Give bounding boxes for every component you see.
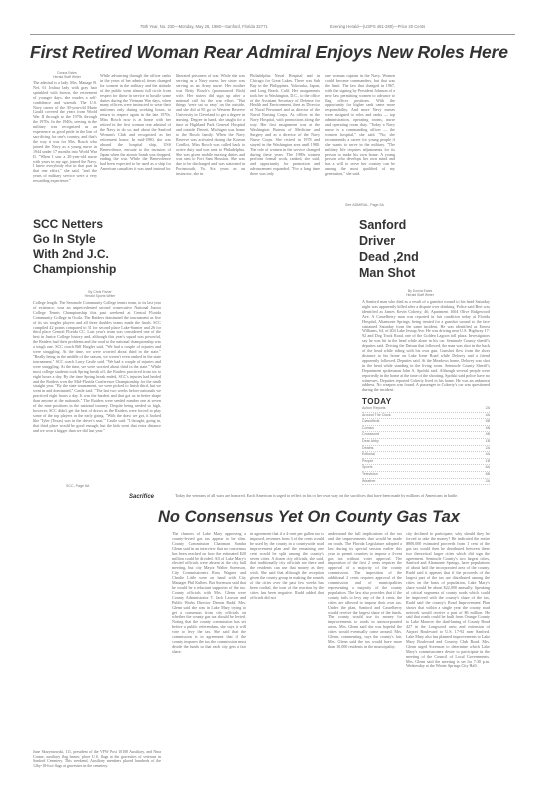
- cemetery-photo: [30, 496, 158, 746]
- gastax-text-4: city declined to participate, why should they be forced to take the money? He indicated the entire $800,000 estimated proceeds from 1 cent of the gas tax would then be distributed between these two theoretical larger cities which did sign the agreement. Seminole County's two largest cities, Sanford and Altamonte Springs, have populations of about half the incorporated area of the county. Rudd said it appears that if the proceeds of the largest part of the tax are distributed among the cities on the basis of population, Lake Mary's share would be about $22,000 annually. Speaking of critical segments of county roads which could be improved with the county's share of the tax, Rudd said the county's Road Improvement Plan shows that within a single year the county road network would receive a part of $6 million. He said that roads could be built from Orange County to Lake Monroe; the dual-laning of County Road 427 in the Longwood area; and extension of Airport Boulevard to U.S. 17-92 near Sanford. Lake Mary also has planned improvements to Lake Mary Boulevard and Country Club Road. Mrs. Glenn urged Sorenson to determine which Lake Mary's commissioners desire to participate in the meeting of the Council of Local Governments. Mrs. Glenn said the meeting is set for 7:30 p.m. Wednesday at the Winter Springs City Hall.: [406, 532, 490, 669]
- sanford-headline-line: Sanford: [359, 218, 407, 232]
- admiral-text-1: The admiral is a lady. Mrs. Manage B. Nef, 61 Joshua lady with gray hair sprinkled with brown, the retirement of younger days, she exudes a self-confidence and warmth. The U.S. Navy career of the 30-year-old Marie Gould covered the years from World War II through to the 1970s through the 1970s. In the 1940s, serving in the military was recognized as an experience as good pride in the line of sacrificing for one's country, and that's the way it was for Mrs. Bosch who joined the Navy as a young nurse in 1944 under 17 months into World War II. "When I saw a 20-year-old nurse with years in my age, joined the Navy. I knew everybody else in that part in that one effort," she said, "and the years of military service were a very rewarding experience.": [33, 81, 97, 184]
- scc-headline-line: With 2nd J.C.: [33, 247, 109, 261]
- today-item[interactable]: Editorial 4A: [362, 452, 490, 459]
- today-index: [362, 397, 490, 485]
- photo-title: Sacrifice: [129, 494, 155, 500]
- photo-intro: Today the veterans of all wars are honored. Each American is urged to reflect in his or her own way on the sacrifices that have been made by millions of Americans in battle.: [175, 494, 459, 498]
- admiral-column-4: [250, 74, 320, 207]
- byline-role: Herald Staff Writer: [406, 293, 434, 297]
- gastax-text-3: understand the full implications of the tax and the improvements that would be made on roads. The Florida Legislature adopted a law during its special session earlier this year to permit counties to impose a 4-cent gas tax without voter approval. The imposition of the first 2 cents requires the approval of a majority of the county commission. The imposition of the additional 2 cents requires approval of the commission and of municipalities representing a majority of the county population. The law also provides that if the county fails to levy any of the 4 cents, the cities are allowed to impose their own tax. Under the plan, Sanford and Casselberry would receive the largest share of the funds. The county would use its money for improvements to roads in unincorporated areas. Mrs. Glenn said she was hopeful the cities would eventually come around. Mrs. Glenn, commenting, says the county's fair, Mrs. Glenn said the tax would have more than 10,000 residents in the municipality.: [328, 532, 402, 649]
- gastax-text-2: in agreement that if a 4-cent per gallon tax is imposed, revenues from 3 of the cents would be used by the county in a countywide road improvement plan and the remaining one cent would be split among the county's seven cities. A dozen city officials, she said, that traditionally city officials are there and the residents can use that money as they wish. She said that although the reception given the county group in making the rounds of the cities over the past few weeks has been cordial, the tone of the reaction by the cities has been negative. Rudd added that officials did not: [250, 532, 324, 600]
- gastax-text-1: The chances of Lake Mary approving a county-levied gas tax appear to be slim. County Commission Chairman Sandra Glenn said in an interview that no consensus has been reached on how the estimated $20 million could be divided. All of Lake Mary's elected officials were absent at the city hall meeting, but city Mayor Walter Sorenson, City Commissioners Russ Wagner and Charlie Little were on hand with City Manager Phil Kulbes. But Sorenson said that he would be a reluctant supporter of the tax. County officials with Mrs. Glenn were County Administrator T. Jack Lawson and Public Works Director Dennis Rudd. Mrs. Glenn said she was in Lake Mary trying to get a consensus from city officials on whether the county gas tax should be levied. Noting that the county commission has set before a public referendum, she says it will vote to levy the tax. She said that the commission is in agreement that if the county imposes the tax the commission must divide the funds so that each city gets a fair share.: [172, 532, 246, 654]
- today-title: TODAY: [362, 397, 392, 406]
- gastax-column-4: [406, 532, 490, 768]
- photo-caption: June Skrzyniowski, 111, president of the VFW Post 10108 Auxiliary, and Nina Crume, auxiliary flag bearer, place U.S. flags at the gravesites of veterans in Sanford Cemetery. This weekend, Auxiliary members placed hundreds of the 12by-18-foot flags at gravesites in the cemetery.: [33, 750, 161, 769]
- headline-rear-admiral: First Retired Woman Rear Admiral Enjoys New Roles Here: [30, 42, 508, 62]
- admiral-column-3: [176, 74, 245, 207]
- headline-sanford: [359, 217, 419, 281]
- scc-column: [33, 301, 161, 483]
- today-item[interactable]: Classifieds 5B: [362, 419, 490, 426]
- sanford-text: A Sanford man who died as a result of a gunshot wound to his head Saturday night was apparently killed after a dispute over drinking. Police said Beri was identified as James Kevin Cokerty, 46, Apartment 1604 Olive Ridgewood Ave. A Casselberry man was reported in fair condition today at Florida Hospital, Altamonte Springs, being treated for a gunshot wound to the face sustained Saturday from the same incident. He was identified as Ernest Williams, 64, of 404 Lake Jessup Ave. He was driving near U.S. Highway 17-92 and Dog Track Road, one of the Golden Lagoon toll plaza. Investigators say he was hit in the head while alone in his car. Seminole County sheriff's deputies said. Driving the Datsun that followed, the man was shot in the back of the head while riding with his own gun. Gunshot flew from the short distance to his home on Lake Irene Road while Delorey and a friend apparently followed. Deputies said. At the Meadows home, Delorey was shot in the head while standing in the living room. Seminole County Sheriff's Department spokesman John A. Spolski said. Although several people were reportedly in the home at the time of the shooting, Spolski said police have no witnesses. Deputies reported Cokerty lived in his home. He was an unknown address. No weapon was found. A passenger in Cokerty's car was questioned during the incident.: [362, 300, 490, 392]
- scc-text: College length. The Seminole Community College tennis team, to its last year of existence, won an unprecedented second consecutive National Junior College Tennis Championship this past weekend at Central Florida Community College in Ocala. The Raiders dominated the tournament as five of its six singles players and all three doubles teams made the finals. SCC compiled 42 points compared to 31 for second place Lake-Sumter and 26 for third place Central Florida CC. Last year's team was considered one of the best in Junior College history and, although this year's squad was powerful, the Raiders had their problems and the road to the national championship was a tough one. SCC coach Bill Haigler said, "We had a couple of injuries and were struggling. At the time, we were worried about third in the state." "Really being in the middle of the season, we weren't even ranked in the state tournament," SCC coach Larry Castle said. "We had a couple of injuries and were struggling. At the time, we were worried about third in the state." While most college students took Spring break off, the Raiders practiced from six to eight hours a day. By the time Spring break ended, SCC's injuries had healed and the Raiders won the Mid-Florida Conference Championship for the ninth straight year. "By the state tournament, we were picked to finish third, but we went in and dominated," Castle said. "The last two weeks before nationals we practiced eight hours a day. It was the hardest and that got us in better shape than anyone at the nationals." The Raiders were seeded number one at seven of the nine positions in the national tourney. Despite being seeded so high, however, SCC didn't get the best of draws as the Raiders were forced to play some of the top players in the early going. "With the draw we got, it looked like 'Tyler (Texas) was in the driver's seat,'" Castle said. "I thought, going in, that third place would be good enough, but the kids went that extra distance and we won it bigger than we did last year.": [33, 301, 161, 433]
- today-item[interactable]: Sports 6A: [362, 465, 490, 472]
- admiral-text-2: While advancing through the officer ranks in the years of her admiral, times changed for women in the military and the attitude of the public went almost full circle from respect for those in service to hostile some duties during the Vietnam War days, when many officers were instructed to wear their uniforms only during working hours, to return to respect again in the late 1970s. Miss Bosch now is at home with her retired in the first woman rear admiral of the Navy to do so, and about the Sanford Woman's Club and recognized as her retirement honor. In mid-1980, she was aboard the hospital ship, USS Benevolence, enroute to the invasion of Japan when the atomic bomb was dropped, ending the war. While the Benevolence had been expected to be used as a ship for American casualties it was used instead for: [100, 74, 171, 172]
- byline-role: Herald Sports Writer: [84, 294, 116, 298]
- photo-intro-box: [175, 494, 495, 506]
- headline-gas-tax: No Consensus Yet On County Gas Tax: [158, 508, 460, 526]
- byline-sanford: [380, 289, 460, 297]
- today-item[interactable]: Dear Abby 1B: [362, 439, 490, 446]
- today-item[interactable]: Weather 2A: [362, 479, 490, 486]
- byline-name: By Chris Fisher: [88, 290, 112, 294]
- today-item[interactable]: Television 6B: [362, 472, 490, 479]
- byline-name: By Donna Estes: [407, 289, 433, 293]
- sanford-headline-line: Driver: [359, 234, 396, 248]
- gastax-column-2: [250, 532, 324, 768]
- today-item[interactable]: Comics 4B: [362, 426, 490, 433]
- sanford-column: [362, 300, 490, 392]
- admiral-text-5: one woman captain in the Navy. Women could become commanders, but that was the limit. The law that changed in 1967, with the signing by President Johnson of a new law permitting women to advance to flag officer positions. With the opportunity for higher rank came more responsibility. And more Navy nurses were assigned to roles and ranks — top administration, operating rooms, nurse and operating room duty. "Today a Navy nurse is a commanding officer — the women hospital," she said. "No, she recommends a career for young people if she wants to serve in the military. "The military life requires adjustments for its person to make his own home. A young person who develops her own mind and has a will to serve her country can be among the most qualified of my generation," she said.: [325, 74, 395, 177]
- byline-name: Donna Estes: [57, 71, 77, 75]
- byline-role: Herald Staff Writer: [53, 75, 81, 79]
- gastax-column-1: [172, 532, 246, 768]
- today-item[interactable]: Deaths 2A: [362, 446, 490, 453]
- headline-scc: [33, 217, 116, 277]
- admiral-text-4: Philadelphia Naval Hospital and in Chicago for Great Lakes. There was Sub Bay in the Philippines. Yokosuka, Japan, and Long Beach, Calif. Her assignments took her to Washington, D.C., to the office of the Assistant Secretary of Defense for Health and Environment, then as Director of Naval Personnel and as director of the Naval Nursing Corps. As officer in the Navy Hospital, with promotions along the way. Her first assignment was at the Washington Bureau of Medicine and Surgery and as a director of the Navy Nurse Corps. She retired in 1978 and stayed in the Washington area until 1980. The role of women in the service changed during these years. The 1980s women perform formal work, ranked, she said, and opportunity for promotion and advancement expanded. "For a long time there was only: [250, 74, 320, 177]
- today-item[interactable]: People 1B: [362, 459, 490, 466]
- byline-scc: [60, 290, 140, 298]
- admiral-column-1: [33, 81, 97, 209]
- sanford-headline-line: Man Shot: [359, 266, 416, 280]
- admiral-column-2: [100, 74, 171, 207]
- byline-rear-admiral: [36, 71, 98, 79]
- admiral-column-5: [325, 74, 395, 206]
- gastax-column-3: [328, 532, 402, 768]
- scc-headline-line: Go In Style: [33, 232, 96, 246]
- today-item[interactable]: Around The Clock 4A: [362, 413, 490, 420]
- masthead-right: Evening Herald—(USPS 481-280)—Price 20 Cents: [330, 24, 426, 29]
- scc-headline-line: Championship: [33, 262, 117, 276]
- admiral-text-3: liberated prisoners of war. While she was serving as a Navy nurse, her sister was serving as an Army nurse. Her mother was Betty Bosch's (pronounced Bish) wife. Her sisters did sign up after a national call for the war effort. "But things 'were sat so easy' on the outside, and she did at 85 go to Western Reserve University in Cleveland to get a degree in nursing. Degree in hand, she taught for a time at Highland Park General Hospital and outside Detroit, Michigan was home to the Bosch family. When the Navy Reserve was activated during the Korean Conflict, Miss Bosch was called back to active duty and was sent to Philadelphia. She was given mobile nursing duties and was sent to Fort Sam Houston. She was due to be discharged and was stationed in Portsmouth, Va. Six years as an instructor, she in: [176, 74, 245, 177]
- today-item[interactable]: Crossword 4B: [362, 432, 490, 439]
- masthead-strip: [30, 20, 515, 35]
- admiral-jump[interactable]: See ADMIRAL, Page 5A: [345, 203, 384, 207]
- scc-jump[interactable]: SCC, Page 6A: [66, 484, 90, 488]
- scc-headline-line: SCC Netters: [33, 217, 104, 231]
- masthead-left: 75th Year, No. 230—Monday, May 26, 1980—Sanford, Florida 32771: [140, 24, 268, 29]
- sanford-headline-line: Dead ,2nd: [359, 250, 419, 264]
- today-item[interactable]: Action Reports 2A: [362, 406, 490, 413]
